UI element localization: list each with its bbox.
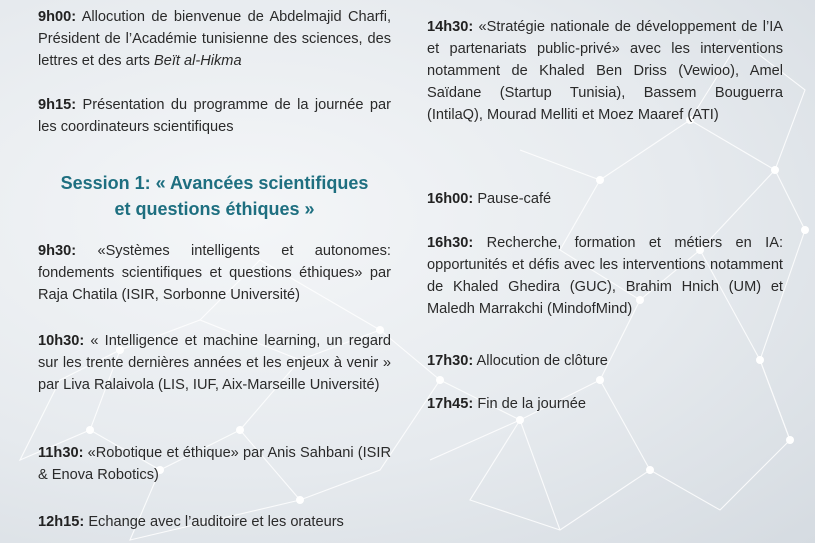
- agenda-item-16h00: 16h00: Pause-café: [427, 191, 552, 207]
- agenda-item-11h30: 11h30: «Robotique et éthique» par Anis Sahbani (ISIR & Enova Robotics): [38, 445, 391, 483]
- agenda-item-14h30: 14h30: «Stratégie nationale de développement de l’IA et partenariats public-privé» avec les interventions notamment de Khaled Ben Driss (Vewioo), Amel Saïdane (Startup Tunisia), Bassem Bouguerra (IntilaQ), Mourad Melliti et Moez Maaref (ATI): [427, 19, 783, 123]
- agenda-item-9h15: 9h15: Présentation du programme de la journée par les coordinateurs scientifiques: [38, 97, 391, 135]
- agenda-item-9h30: 9h30: «Systèmes intelligents et autonomes: fondements scientifiques et questions éthiques» par Raja Chatila (ISIR, Sorbonne Université): [38, 243, 391, 303]
- agenda-item-17h30: 17h30: Allocution de clôture: [427, 353, 608, 369]
- agenda-item-9h00: 9h00: Allocution de bienvenue de Abdelmajid Charfi, Président de l’Académie tunisienne des sciences, des lettres et des arts Beït al-Hikma: [38, 9, 391, 69]
- agenda-item-12h15: 12h15: Echange avec l’auditoire et les orateurs: [38, 514, 344, 530]
- session-1-title: Session 1: « Avancées scientifiques et questions éthiques »: [60, 173, 369, 219]
- agenda-item-17h45: 17h45: Fin de la journée: [427, 396, 587, 412]
- agenda-item-10h30: 10h30: « Intelligence et machine learning, un regard sur les trente dernières années et les enjeux à venir » par Liva Ralaivola (LIS, IUF, Aix-Marseille Université): [38, 333, 391, 393]
- agenda-item-16h30: 16h30: Recherche, formation et métiers en IA: opportunités et défis avec les interventions notamment de Khaled Ghedira (GUC), Brahim Hnich (UM) et Maledh Marrakchi (MindofMind): [427, 235, 783, 317]
